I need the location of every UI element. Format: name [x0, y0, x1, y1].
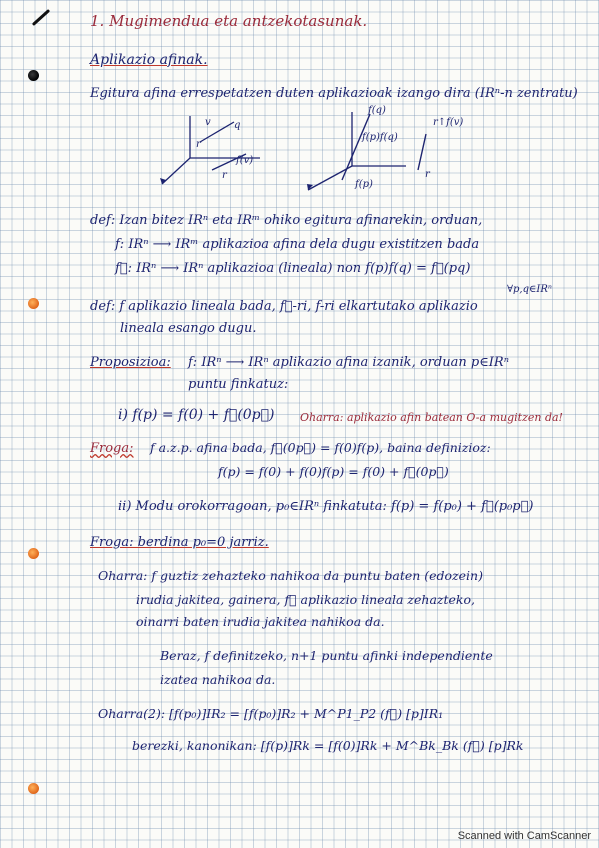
figure-right-label: r↑f(v)	[433, 117, 464, 128]
conclusion-line: Beraz, f definitzeko, n+1 puntu afinki independiente	[160, 648, 493, 663]
proposition-label: Proposizioa:	[90, 355, 171, 370]
page-heading: 1. Mugimendua eta antzekotasunak.	[90, 12, 368, 30]
figure-right-label: f(p)	[355, 179, 373, 190]
figure-left-label: q	[234, 120, 241, 131]
binder-hole	[28, 70, 39, 81]
definition-1-line: f: IRⁿ ⟶ IRᵐ aplikazioa afina dela dugu existitzen bada	[115, 237, 480, 252]
proof-line: f a.z.p. afina bada, f⃗(0p⃗) = f(0)f(p), baina definizioz:	[150, 440, 491, 455]
binder-hole	[28, 298, 39, 309]
item-i: i) f(p) = f(0) + f⃗(0p⃗)	[118, 407, 275, 423]
figure-left-label: r	[196, 139, 201, 150]
proof-2-line: Froga: berdina p₀=0 jarriz.	[90, 535, 269, 550]
definition-1-line: f⃗: IRⁿ ⟶ IRⁿ aplikazioa (lineala) non f(p)f(q) = f⃗(pq)	[115, 261, 471, 276]
note-2-line: Oharra(2): [f(p₀)]IR₂ = [f(p₀)]R₂ + M^P1_P2 (f⃗) [p]IR₁	[98, 706, 444, 721]
conclusion-line: izatea nahikoa da.	[160, 672, 276, 687]
proposition-line: f: IRⁿ ⟶ IRⁿ aplikazio afina izanik, orduan p∈IRⁿ	[188, 355, 509, 370]
figure-left-label: r	[222, 170, 227, 181]
intro-text: Egitura afina errespetatzen duten aplikazioak izango dira (IRⁿ-n zentratu)	[90, 86, 578, 101]
binder-hole	[28, 783, 39, 794]
note-2-line: berezki, kanonikan: [f(p)]Rk = [f(0)]Rk + M^Bk_Bk (f⃗) [p]Rk	[132, 738, 524, 753]
binder-hole	[28, 548, 39, 559]
note-1-line: irudia jakitea, gainera, f⃗ aplikazio lineala zehazteko,	[136, 592, 475, 607]
definition-1-line: def: Izan bitez IRⁿ eta IRᵐ ohiko egitura afinarekin, orduan,	[90, 213, 483, 228]
pen-stroke-mark	[32, 9, 50, 26]
proposition-line: puntu finkatuz:	[188, 377, 289, 392]
proof-line: f(p) = f(0) + f(0)f(p) = f(0) + f⃗(0p⃗)	[218, 464, 449, 479]
figure-left-label: f(v)	[236, 155, 254, 166]
section-title: Aplikazio afinak.	[90, 52, 208, 68]
item-ii: ii) Modu orokorragoan, p₀∈IRⁿ finkatuta: f(p) = f(p₀) + f⃗(p₀p⃗)	[118, 499, 534, 514]
figure-right-label: f(p)f(q)	[362, 132, 398, 143]
note-1-line: Oharra: f guztiz zehazteko nahikoa da puntu baten (edozein)	[98, 568, 483, 583]
definition-2-line: def: f aplikazio lineala bada, f⃗-ri, f-ri elkartutako aplikazio	[90, 299, 478, 314]
figure-right-label: r	[425, 169, 430, 180]
proof-label: Froga:	[90, 441, 134, 456]
figure-left-label: v	[205, 117, 211, 128]
note-1-line: oinarri baten irudia jakitea nahikoa da.	[136, 614, 385, 629]
scanner-watermark: Scanned with CamScanner	[457, 830, 591, 842]
figure-right-label: f(q)	[368, 105, 386, 116]
definition-2-line: lineala esango dugu.	[120, 321, 257, 336]
definition-1-note: ∀p,q∈IRⁿ	[507, 284, 552, 295]
inline-note: Oharra: aplikazio afin batean O-a mugitzen da!	[300, 411, 563, 424]
